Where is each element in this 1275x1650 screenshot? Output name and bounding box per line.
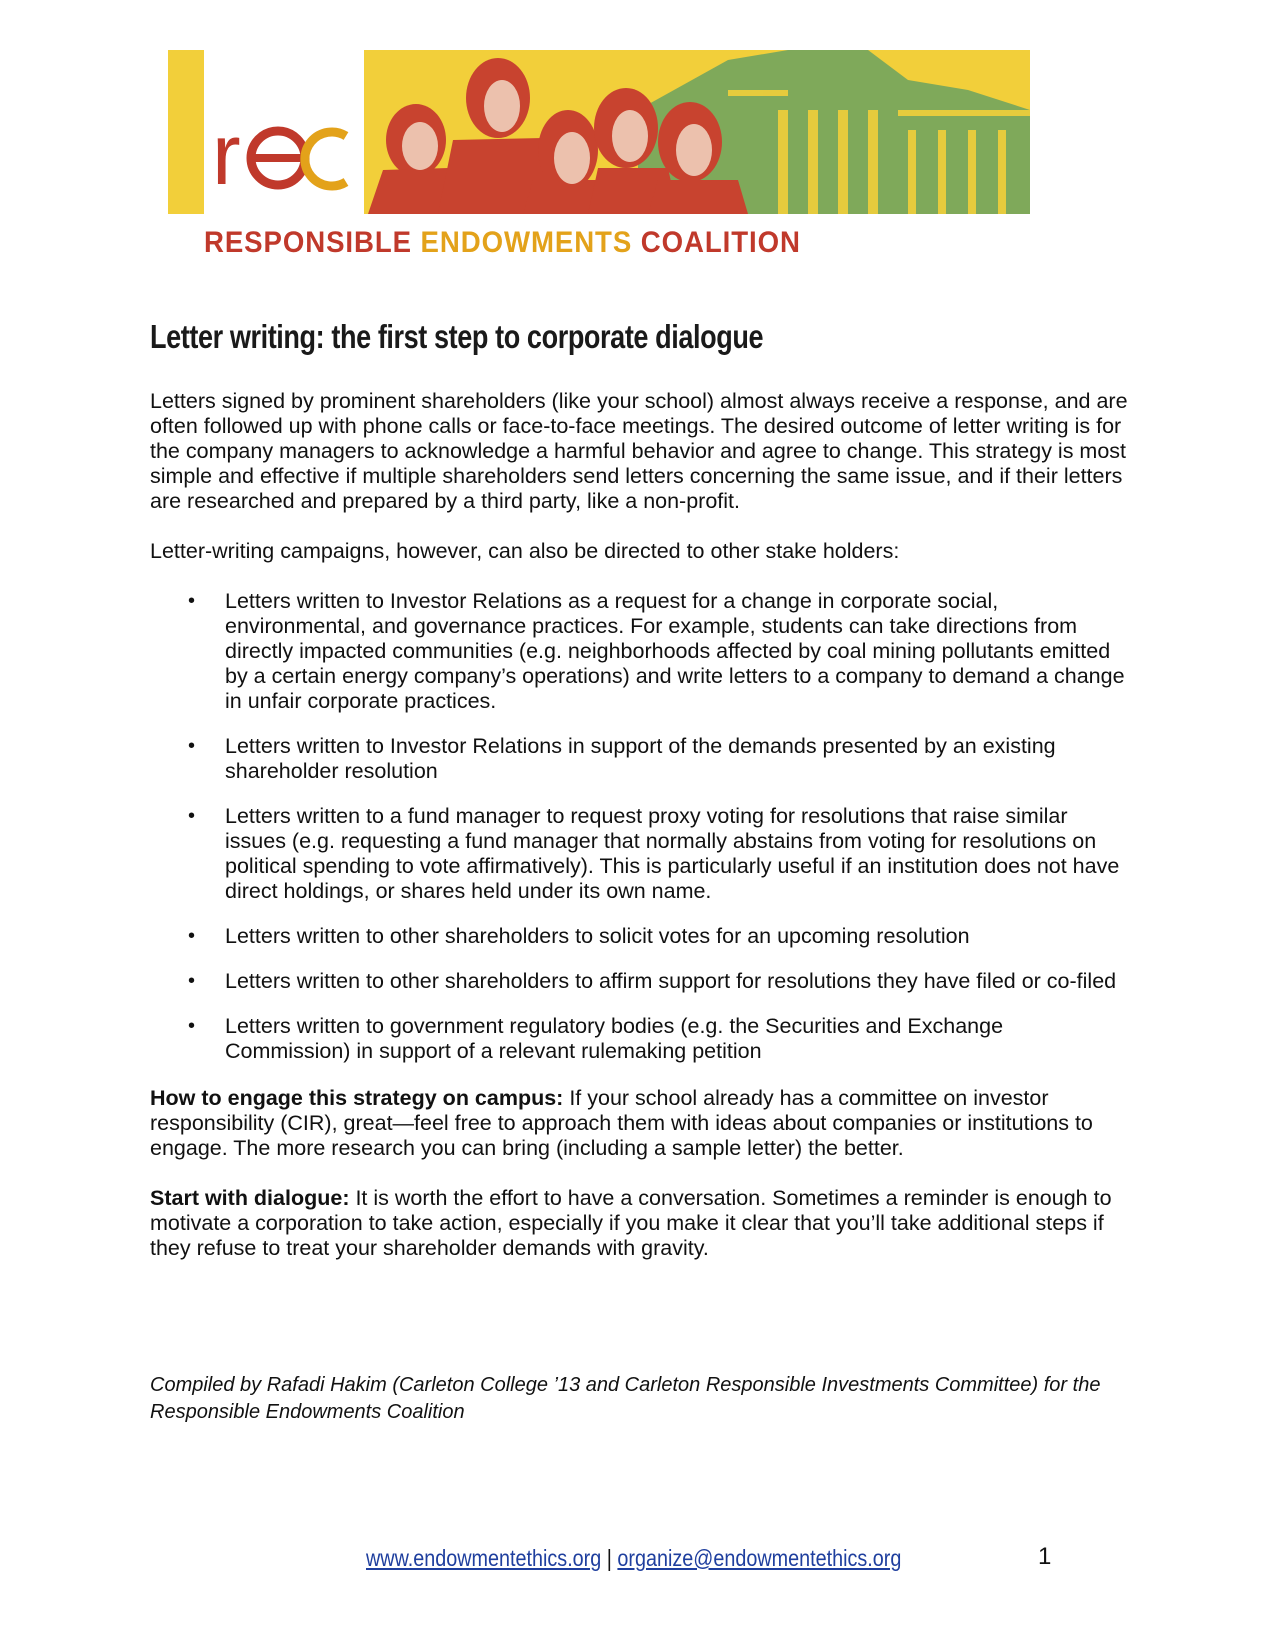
bullet-icon: • <box>188 925 196 947</box>
engage-text: If your school already has a committee on investor responsibility (CIR), great—feel free to approach them with ideas about companies or institutions to engage. The more research you can bring (including a sample letter) the better. <box>150 1086 1093 1160</box>
page-number: 1 <box>1038 1543 1052 1570</box>
coalition-word-endowments: ENDOWMENTS <box>420 226 633 259</box>
dialogue-paragraph <box>150 1186 1130 1261</box>
credit-line: Compiled by Rafadi Hakim (Carleton College ’13 and Carleton Responsible Investments Committee) for the Responsible Endowments Coalition <box>150 1374 1101 1423</box>
list-item <box>150 734 1130 784</box>
coalition-word-responsible: RESPONSIBLE <box>204 226 412 259</box>
coalition-word-coalition: COALITION <box>640 226 801 259</box>
dialogue-label: Start with dialogue: <box>150 1186 350 1210</box>
list-item <box>150 924 1130 949</box>
header-banner <box>168 50 1030 214</box>
page-title: Letter writing: the first step to corporate dialogue <box>150 318 764 355</box>
bullet-icon: • <box>188 970 196 992</box>
banner-illustration <box>168 50 1030 214</box>
list-item-text: Letters written to Investor Relations in support of the demands presented by an existing shareholder resolution <box>225 734 1056 783</box>
logo-r: r <box>212 107 241 203</box>
bullet-icon: • <box>188 735 196 757</box>
bullet-icon: • <box>188 805 196 827</box>
list-item-text: Letters written to Investor Relations as a request for a change in corporate social, environmental, and governance practices. For example, students can take directions from directly impacted communities (e.g. neighborhoods affected by coal mining pollutants emitted by a certain energy company’s operations) and write letters to a company to demand a change in unfair corporate practices. <box>225 589 1125 713</box>
email-link[interactable]: organize@endowmentethics.org <box>617 1545 902 1571</box>
intro-paragraph: Letters signed by prominent shareholders (like your school) almost always receive a response, and are often followed up with phone calls or face-to-face meetings. The desired outcome of letter writing is for the company managers to acknowledge a harmful behavior and agree to change. This strategy is most simple and effective if multiple shareholders send letters concerning the same issue, and if their letters are researched and prepared by a third party, like a non-profit. <box>150 389 1128 513</box>
bullet-icon: • <box>188 590 196 612</box>
list-item-text: Letters written to other shareholders to solicit votes for an upcoming resolution <box>225 924 970 948</box>
coalition-name <box>204 226 801 260</box>
engage-label: How to engage this strategy on campus: <box>150 1086 564 1110</box>
footer <box>366 1545 901 1572</box>
list-item-text: Letters written to a fund manager to request proxy voting for resolutions that raise similar issues (e.g. requesting a fund manager that normally abstains from voting for resolutions on political spending to vote affirmatively). This is particularly useful if an institution does not have direct holdings, or shares held under its own name. <box>225 804 1120 903</box>
list-item <box>150 589 1130 714</box>
bullet-icon: • <box>188 1015 196 1037</box>
website-link[interactable]: www.endowmentethics.org <box>366 1545 602 1571</box>
list-item-text: Letters written to government regulatory bodies (e.g. the Securities and Exchange Commission) in support of a relevant rulemaking petition <box>225 1014 1004 1063</box>
document-body <box>150 389 1130 1286</box>
dialogue-text: It is worth the effort to have a conversation. Sometimes a reminder is enough to motivate a corporation to take action, especially if you make it clear that you’ll take additional steps if they refuse to treat your shareholder demands with gravity. <box>150 1186 1112 1260</box>
list-item-text: Letters written to other shareholders to affirm support for resolutions they have filed or co-filed <box>225 969 1117 993</box>
list-item <box>150 969 1130 994</box>
list-item <box>150 804 1130 904</box>
list-item <box>150 1014 1130 1064</box>
engage-paragraph <box>150 1086 1130 1161</box>
bullet-list <box>150 589 1130 1064</box>
footer-separator: | <box>606 1545 612 1571</box>
campaigns-lead-paragraph: Letter-writing campaigns, however, can also be directed to other stake holders: <box>150 539 900 563</box>
